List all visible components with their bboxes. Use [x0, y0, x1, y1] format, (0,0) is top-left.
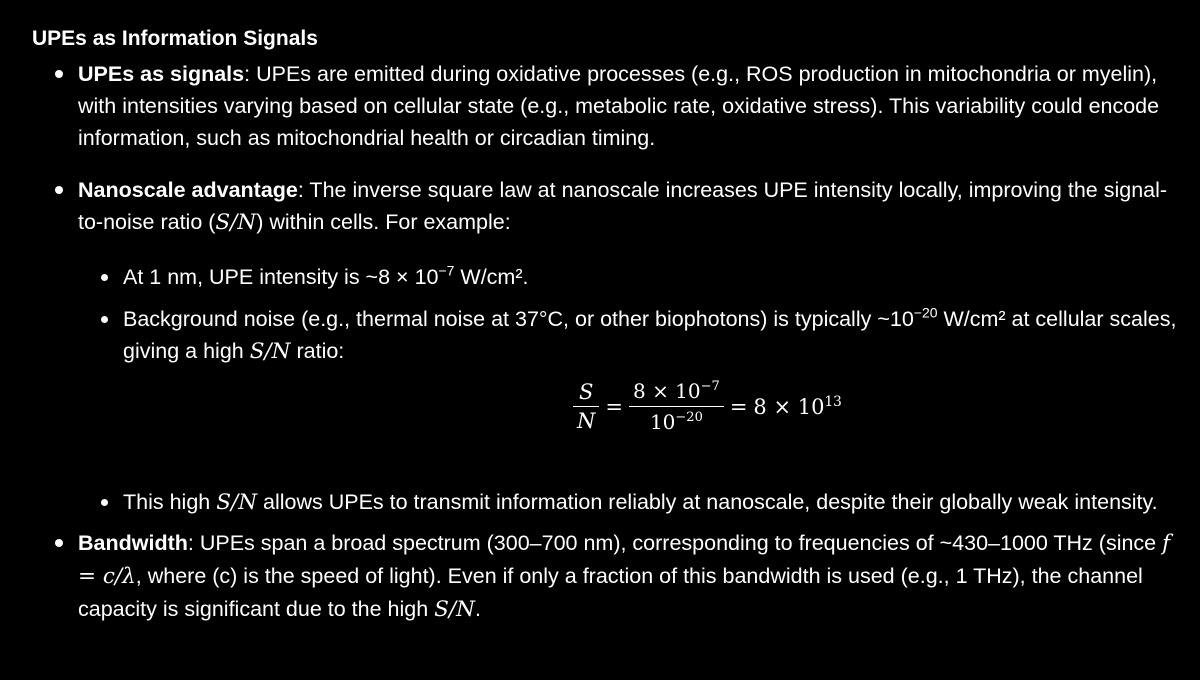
fraction-numerator — [629, 376, 724, 407]
bullet-text: : The inverse square law at nanoscale increases UPE intensity locally, improving the signal-to-noise ratio ( — [78, 178, 1168, 234]
section-heading: UPEs as Information Signals — [32, 27, 318, 50]
denominator-base: 10 — [649, 410, 676, 434]
bullet-term: UPEs as signals — [78, 62, 245, 86]
bullet-text: : UPEs span a broad spectrum (300–700 nm), corresponding to frequencies of ~430–1000 THz (since — [187, 531, 1163, 555]
bullet-nanoscale-advantage — [32, 174, 1192, 519]
sn-symbol: S/N — [249, 339, 291, 364]
bullet-upes-as-signals — [32, 58, 1192, 154]
numerator-exponent: −7 — [700, 379, 720, 395]
result-exponent: 13 — [824, 393, 842, 410]
exponent: −20 — [913, 304, 938, 321]
sub-bullet-text: ratio: — [290, 339, 345, 363]
sub-bullet-text: W/cm² at cellular scales, giving a high — [123, 307, 1177, 363]
sub-bullet-background-noise — [78, 303, 1192, 486]
equals-sign: = — [605, 394, 623, 419]
equals-sign: = — [729, 394, 748, 419]
bullet-term: Bandwidth — [78, 531, 188, 555]
value-fraction — [629, 376, 724, 437]
fraction-numerator: S — [573, 378, 599, 407]
bullet-text: ) within cells. For example: — [256, 210, 511, 234]
exponent: −7 — [438, 262, 455, 279]
numerator-base: 8 × 10 — [632, 379, 701, 403]
sub-bullet-text: allows UPEs to transmit information reliably at nanoscale, despite their globally weak intensity. — [257, 490, 1158, 514]
sub-bullet-text: Background noise (e.g., thermal noise at 37°C, or other biophotons) is typically ~10 — [123, 307, 914, 331]
result-base: 8 × 10 — [753, 394, 825, 419]
equation-block — [123, 368, 1192, 486]
sub-bullet-list — [78, 261, 1192, 519]
sn-symbol: S/N — [434, 597, 475, 622]
bullet-term: Nanoscale advantage — [78, 178, 298, 202]
denominator-exponent: −20 — [675, 410, 703, 426]
equation-result — [753, 391, 847, 423]
bullet-text: , where (c) is the speed of light). Even if only a fraction of this bandwidth is used (e.g., 1 THz), the channel capacity is significant due to the high — [78, 564, 1143, 621]
main-bullet-list — [32, 58, 1192, 626]
frequency-formula: f = c/λ — [78, 531, 1171, 589]
bullet-text: . — [474, 597, 481, 621]
sub-bullet-text: W/cm². — [454, 265, 529, 289]
sub-bullet-text: At 1 nm, UPE intensity is ~8 × 10 — [123, 265, 439, 289]
bullet-text: : UPEs are emitted during oxidative processes (e.g., ROS production in mitochondria or myelin), with intensities varying based on cellular state (e.g., metabolic rate, oxidative stress). This variability could encode information, such as mitochondrial health or circadian timing. — [78, 62, 1160, 150]
sn-fraction — [573, 378, 599, 435]
fraction-denominator — [629, 407, 724, 437]
sub-bullet-text: This high — [123, 490, 217, 514]
sn-symbol: S/N — [215, 210, 257, 235]
sn-equation — [573, 376, 848, 437]
sn-symbol: S/N — [216, 490, 258, 515]
sub-bullet-high-sn — [78, 486, 1192, 519]
fraction-denominator: N — [577, 409, 596, 433]
bullet-bandwidth — [32, 527, 1192, 626]
sub-bullet-intensity — [78, 261, 1192, 293]
document-body — [32, 22, 1192, 626]
